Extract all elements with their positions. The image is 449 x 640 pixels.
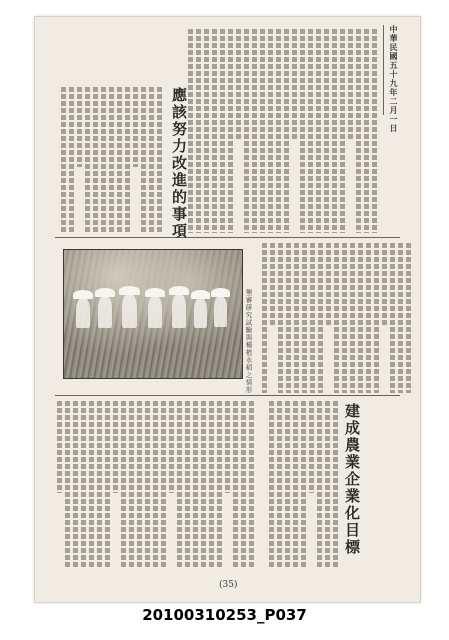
text-line (364, 29, 369, 233)
text-line (358, 243, 363, 393)
text-line (89, 401, 94, 569)
text-line (157, 87, 162, 233)
text-line (228, 29, 233, 233)
masthead-date: 中華民國五十九年二月一日 (389, 25, 399, 133)
text-line (209, 401, 214, 569)
text-line (302, 243, 307, 393)
text-line (97, 401, 102, 569)
text-line (244, 29, 249, 233)
text-line (233, 401, 238, 569)
text-line (350, 243, 355, 393)
text-line (332, 29, 337, 233)
text-line (177, 401, 182, 569)
text-line (241, 401, 246, 569)
text-line (185, 401, 190, 569)
text-line (324, 29, 329, 233)
text-line (262, 243, 267, 393)
text-line (252, 29, 257, 233)
text-line (121, 401, 126, 569)
text-line (372, 29, 377, 233)
text-block-lower-left (55, 401, 255, 569)
text-line (333, 401, 338, 569)
article-b-title: 建成農業企業化目標 (343, 403, 361, 556)
text-line (366, 243, 371, 393)
text-line (293, 401, 298, 569)
divider-lower (55, 395, 400, 396)
text-line (145, 401, 150, 569)
article-a-title: 應該努力改進的事項 (170, 87, 188, 240)
text-line (65, 401, 70, 569)
magazine-page (34, 16, 421, 603)
text-line (334, 243, 339, 393)
text-line (141, 87, 146, 233)
text-line (61, 87, 66, 233)
text-line (310, 243, 315, 393)
text-line (188, 29, 193, 233)
text-line (301, 401, 306, 569)
text-line (260, 29, 265, 233)
text-line (149, 87, 154, 233)
text-line (269, 401, 274, 569)
text-line (325, 401, 330, 569)
text-line (57, 401, 62, 493)
text-line (382, 243, 387, 326)
text-line (284, 29, 289, 233)
text-line (236, 29, 241, 141)
text-line (249, 401, 254, 569)
text-line (308, 29, 313, 233)
text-line (342, 243, 347, 393)
text-line (201, 401, 206, 569)
text-line (125, 87, 130, 233)
text-line (220, 29, 225, 233)
text-line (316, 29, 321, 233)
text-block-middle-right (257, 243, 412, 393)
text-line (77, 87, 82, 167)
text-line (285, 401, 290, 569)
rice-field-photo (63, 249, 243, 379)
page-number: (35) (219, 580, 238, 590)
text-line (348, 29, 353, 141)
text-line (398, 243, 403, 393)
text-block-lower-right (261, 401, 339, 569)
text-line (374, 243, 379, 393)
text-line (326, 243, 331, 326)
text-line (286, 243, 291, 393)
text-line (292, 29, 297, 141)
text-line (193, 401, 198, 569)
text-line (105, 401, 110, 569)
text-block-upper-right (183, 29, 378, 233)
text-line (85, 87, 90, 233)
text-line (133, 87, 138, 167)
text-line (278, 243, 283, 393)
text-line (93, 87, 98, 233)
text-line (340, 29, 345, 233)
text-line (317, 401, 322, 569)
text-line (225, 401, 230, 493)
text-line (277, 401, 282, 569)
text-line (117, 87, 122, 233)
archive-id-label: 20100310253_P037 (142, 606, 307, 624)
text-line (161, 401, 166, 569)
photo-caption: 墾審研究試驗與種植水稻之情形 (244, 289, 253, 394)
header-rule (383, 25, 384, 115)
text-line (196, 29, 201, 233)
text-line (270, 243, 275, 326)
text-line (406, 243, 411, 393)
text-line (137, 401, 142, 569)
text-line (318, 243, 323, 393)
text-line (73, 401, 78, 569)
text-line (113, 401, 118, 493)
text-line (81, 401, 86, 569)
text-line (129, 401, 134, 569)
text-line (309, 401, 314, 493)
text-line (268, 29, 273, 233)
text-line (153, 401, 158, 569)
text-line (212, 29, 217, 233)
text-line (294, 243, 299, 393)
divider-upper (55, 237, 400, 238)
text-line (101, 87, 106, 233)
text-block-upper-left (53, 87, 163, 233)
text-line (390, 243, 395, 393)
text-line (300, 29, 305, 233)
text-line (204, 29, 209, 233)
text-line (356, 29, 361, 233)
text-line (69, 87, 74, 233)
text-line (109, 87, 114, 233)
text-line (217, 401, 222, 569)
text-line (169, 401, 174, 493)
text-line (276, 29, 281, 233)
